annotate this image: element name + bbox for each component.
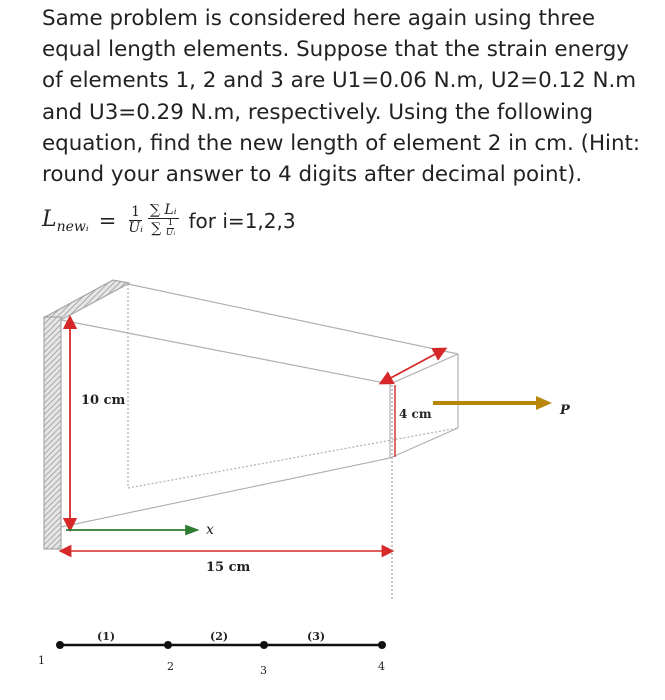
fraction-sum-ratio: ∑ Lᵢ ∑ $\frac{1}{\text{Uᵢ}}$ <box>149 202 177 238</box>
element-label-1: (1) <box>97 630 116 643</box>
force-arrowhead <box>536 396 552 410</box>
force-label: P <box>560 403 570 418</box>
x-axis-label: x <box>206 522 214 538</box>
wall <box>44 317 61 549</box>
equals-sign: = <box>98 208 117 233</box>
wall-top-face <box>45 280 129 320</box>
equation-lhs: $L_{newᵢ}$ <box>42 206 89 235</box>
element-label-3: (3) <box>307 630 326 643</box>
length-label: 15 cm <box>206 560 251 575</box>
problem-statement: Same problem is considered here again using three equal length elements. Suppose that the strain energy of elements 1, 2 and 3 are U1=0.06 N.m, U2=0.12 N.m and U3=0.29 N.m, respectively. Using the following equation, find the new length of element 2 in cm. (Hint: round your answer to 4 digits after decimal point). <box>42 6 641 188</box>
mesh-node-4 <box>378 641 386 649</box>
node-number-3: 3 <box>260 664 267 677</box>
node-number-2: 2 <box>167 660 174 673</box>
fraction-one-over-u: $\frac{1}{\text{Uᵢ}}$ <box>128 204 143 236</box>
node-number-4: 4 <box>378 660 385 673</box>
node-number-1: 1 <box>38 654 45 667</box>
end-height-label: 4 cm <box>399 407 432 421</box>
end-width-dimension-line <box>385 351 441 381</box>
equation-range: for i=1,2,3 <box>188 208 296 233</box>
height-label: 10 cm <box>81 393 126 408</box>
mesh-node-1 <box>56 641 64 649</box>
mesh-node-3 <box>260 641 268 649</box>
mesh-node-2 <box>164 641 172 649</box>
element-label-2: (2) <box>210 630 229 643</box>
